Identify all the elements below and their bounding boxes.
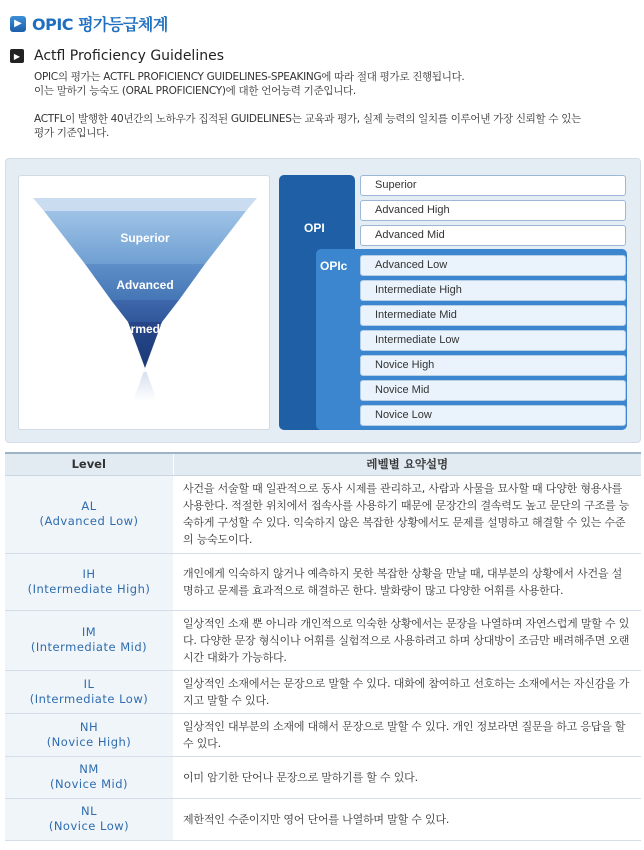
scale-level-superior: Superior [360, 175, 626, 196]
pyramid-label-advanced: Advanced [116, 278, 174, 292]
section-header [10, 48, 224, 64]
arrow-right-icon: ▶ [10, 49, 24, 63]
level-cell [5, 553, 173, 610]
level-cell [5, 670, 173, 713]
level-cell [5, 756, 173, 798]
intro-line: ACTFL이 발행한 40년간의 노하우가 집적된 GUIDELINES는 교육과 평가, 실제 능력의 일치를 이루어낸 가장 신뢰할 수 있는 [34, 113, 581, 125]
level-description: 일상적인 소재에서는 문장으로 말할 수 있다. 대화에 참여하고 선호하는 소재에서는 자신감을 가지고 말할 수 있다. [173, 670, 641, 713]
scale-level-novice-low: Novice Low [360, 405, 626, 426]
scale-level-advanced-mid: Advanced Mid [360, 225, 626, 246]
level-cell [5, 475, 173, 553]
table-row [5, 670, 641, 713]
scale-level-novice-mid: Novice Mid [360, 380, 626, 401]
level-code: IL [83, 676, 95, 691]
level-diagram [5, 158, 641, 443]
page-header [10, 12, 168, 35]
pyramid-label-novice: Novice [125, 361, 165, 375]
pyramid-label-intermediate: Intermediate [109, 322, 181, 336]
pyramid-label-superior: Superior [120, 231, 170, 245]
level-cell [5, 798, 173, 840]
level-description: 개인에게 익숙하지 않거나 예측하지 못한 복잡한 상황을 만날 때, 대부분의 상황에서 사건을 설명하고 문제를 효과적으로 해결하곤 한다. 발화량이 많고 다양한 어휘를 사용한다. [173, 553, 641, 610]
scale-level-intermediate-high: Intermediate High [360, 280, 626, 301]
pyramid-band-intermediate [111, 300, 179, 322]
level-description: 일상적인 소재 뿐 아니라 개인적으로 익숙한 상황에서는 문장을 나열하며 자연스럽게 말할 수 있다. 다양한 문장 형식이나 어휘를 실험적으로 사용하려고 하며 상대방이 조금만 배려해주면 오랜 시간 대화가 가능하다. [173, 610, 641, 670]
table-row [5, 553, 641, 610]
level-summary-table [5, 452, 641, 841]
level-name: (Novice Mid) [49, 777, 129, 791]
level-name: (Intermediate High) [27, 581, 151, 596]
level-code: AL [81, 499, 97, 513]
intro-line: OPIC의 평가는 ACTFL PROFICIENCY GUIDELINES-SPEAKING에 따라 절대 평가로 진행됩니다. [34, 71, 465, 83]
level-cell [5, 713, 173, 756]
scale-level-advanced-low: Advanced Low [360, 255, 626, 276]
level-code: IH [82, 566, 96, 581]
level-name: (Novice Low) [48, 819, 130, 833]
opic-label: OPIc [320, 259, 348, 273]
section-title: Actfl Proficiency Guidelines [34, 48, 224, 64]
table-row [5, 610, 641, 670]
arrow-right-icon: ▶ [10, 16, 26, 32]
scale-level-intermediate-mid: Intermediate Mid [360, 305, 626, 326]
intro-text [34, 70, 624, 140]
level-name: (Intermediate Mid) [30, 640, 148, 654]
level-description: 사건을 서술할 때 일관적으로 동사 시제를 관리하고, 사람과 사물을 묘사할 때 다양한 형용사를 사용한다. 적절한 위치에서 접속사를 사용하기 때문에 문장간의 결속력도 높고 문단의 구조를 능숙하게 구성할 수 있다. 익숙하지 않은 복잡한 상황에서도 문제를 설명하고 해결할 수 있는 수준의 능숙도이다. [173, 475, 641, 553]
table-row [5, 756, 641, 798]
level-code: IM [81, 625, 97, 639]
table-header-row [5, 453, 641, 475]
scale-level-intermediate-low: Intermediate Low [360, 330, 626, 351]
pyramid-rim [33, 198, 257, 211]
scale-level-novice-high: Novice High [360, 355, 626, 376]
table-row [5, 713, 641, 756]
pyramid-card [18, 175, 270, 430]
proficiency-pyramid [19, 176, 270, 430]
intro-line: 이는 말하기 능숙도 (ORAL PROFICIENCY)에 대한 언어능력 기준입니다. [34, 85, 356, 97]
table-row [5, 798, 641, 840]
page-title: OPIC 평가등급체계 [32, 15, 168, 34]
level-description: 일상적인 대부분의 소재에 대해서 문장으로 말할 수 있다. 개인 정보라면 질문을 하고 응답을 할 수 있다. [173, 713, 641, 756]
level-name: (Novice High) [46, 734, 132, 749]
level-name: (Advanced Low) [39, 514, 139, 528]
level-code: NM [79, 762, 99, 776]
column-header-summary: 레벨별 요약설명 [173, 453, 641, 475]
level-description: 이미 암기한 단어나 문장으로 말하기를 할 수 있다. [173, 756, 641, 798]
column-header-level: Level [5, 453, 173, 475]
opi-label: OPI [304, 221, 325, 235]
scale-level-advanced-high: Advanced High [360, 200, 626, 221]
level-code: NL [80, 804, 97, 818]
table-row [5, 475, 641, 553]
opic-panel [316, 249, 355, 430]
level-code: NH [79, 719, 99, 734]
intro-line: 평가 기준입니다. [34, 127, 109, 139]
level-description: 제한적인 수준이지만 영어 단어를 나열하며 말할 수 있다. [173, 798, 641, 840]
level-cell [5, 610, 173, 670]
level-name: (Intermediate Low) [29, 691, 149, 706]
